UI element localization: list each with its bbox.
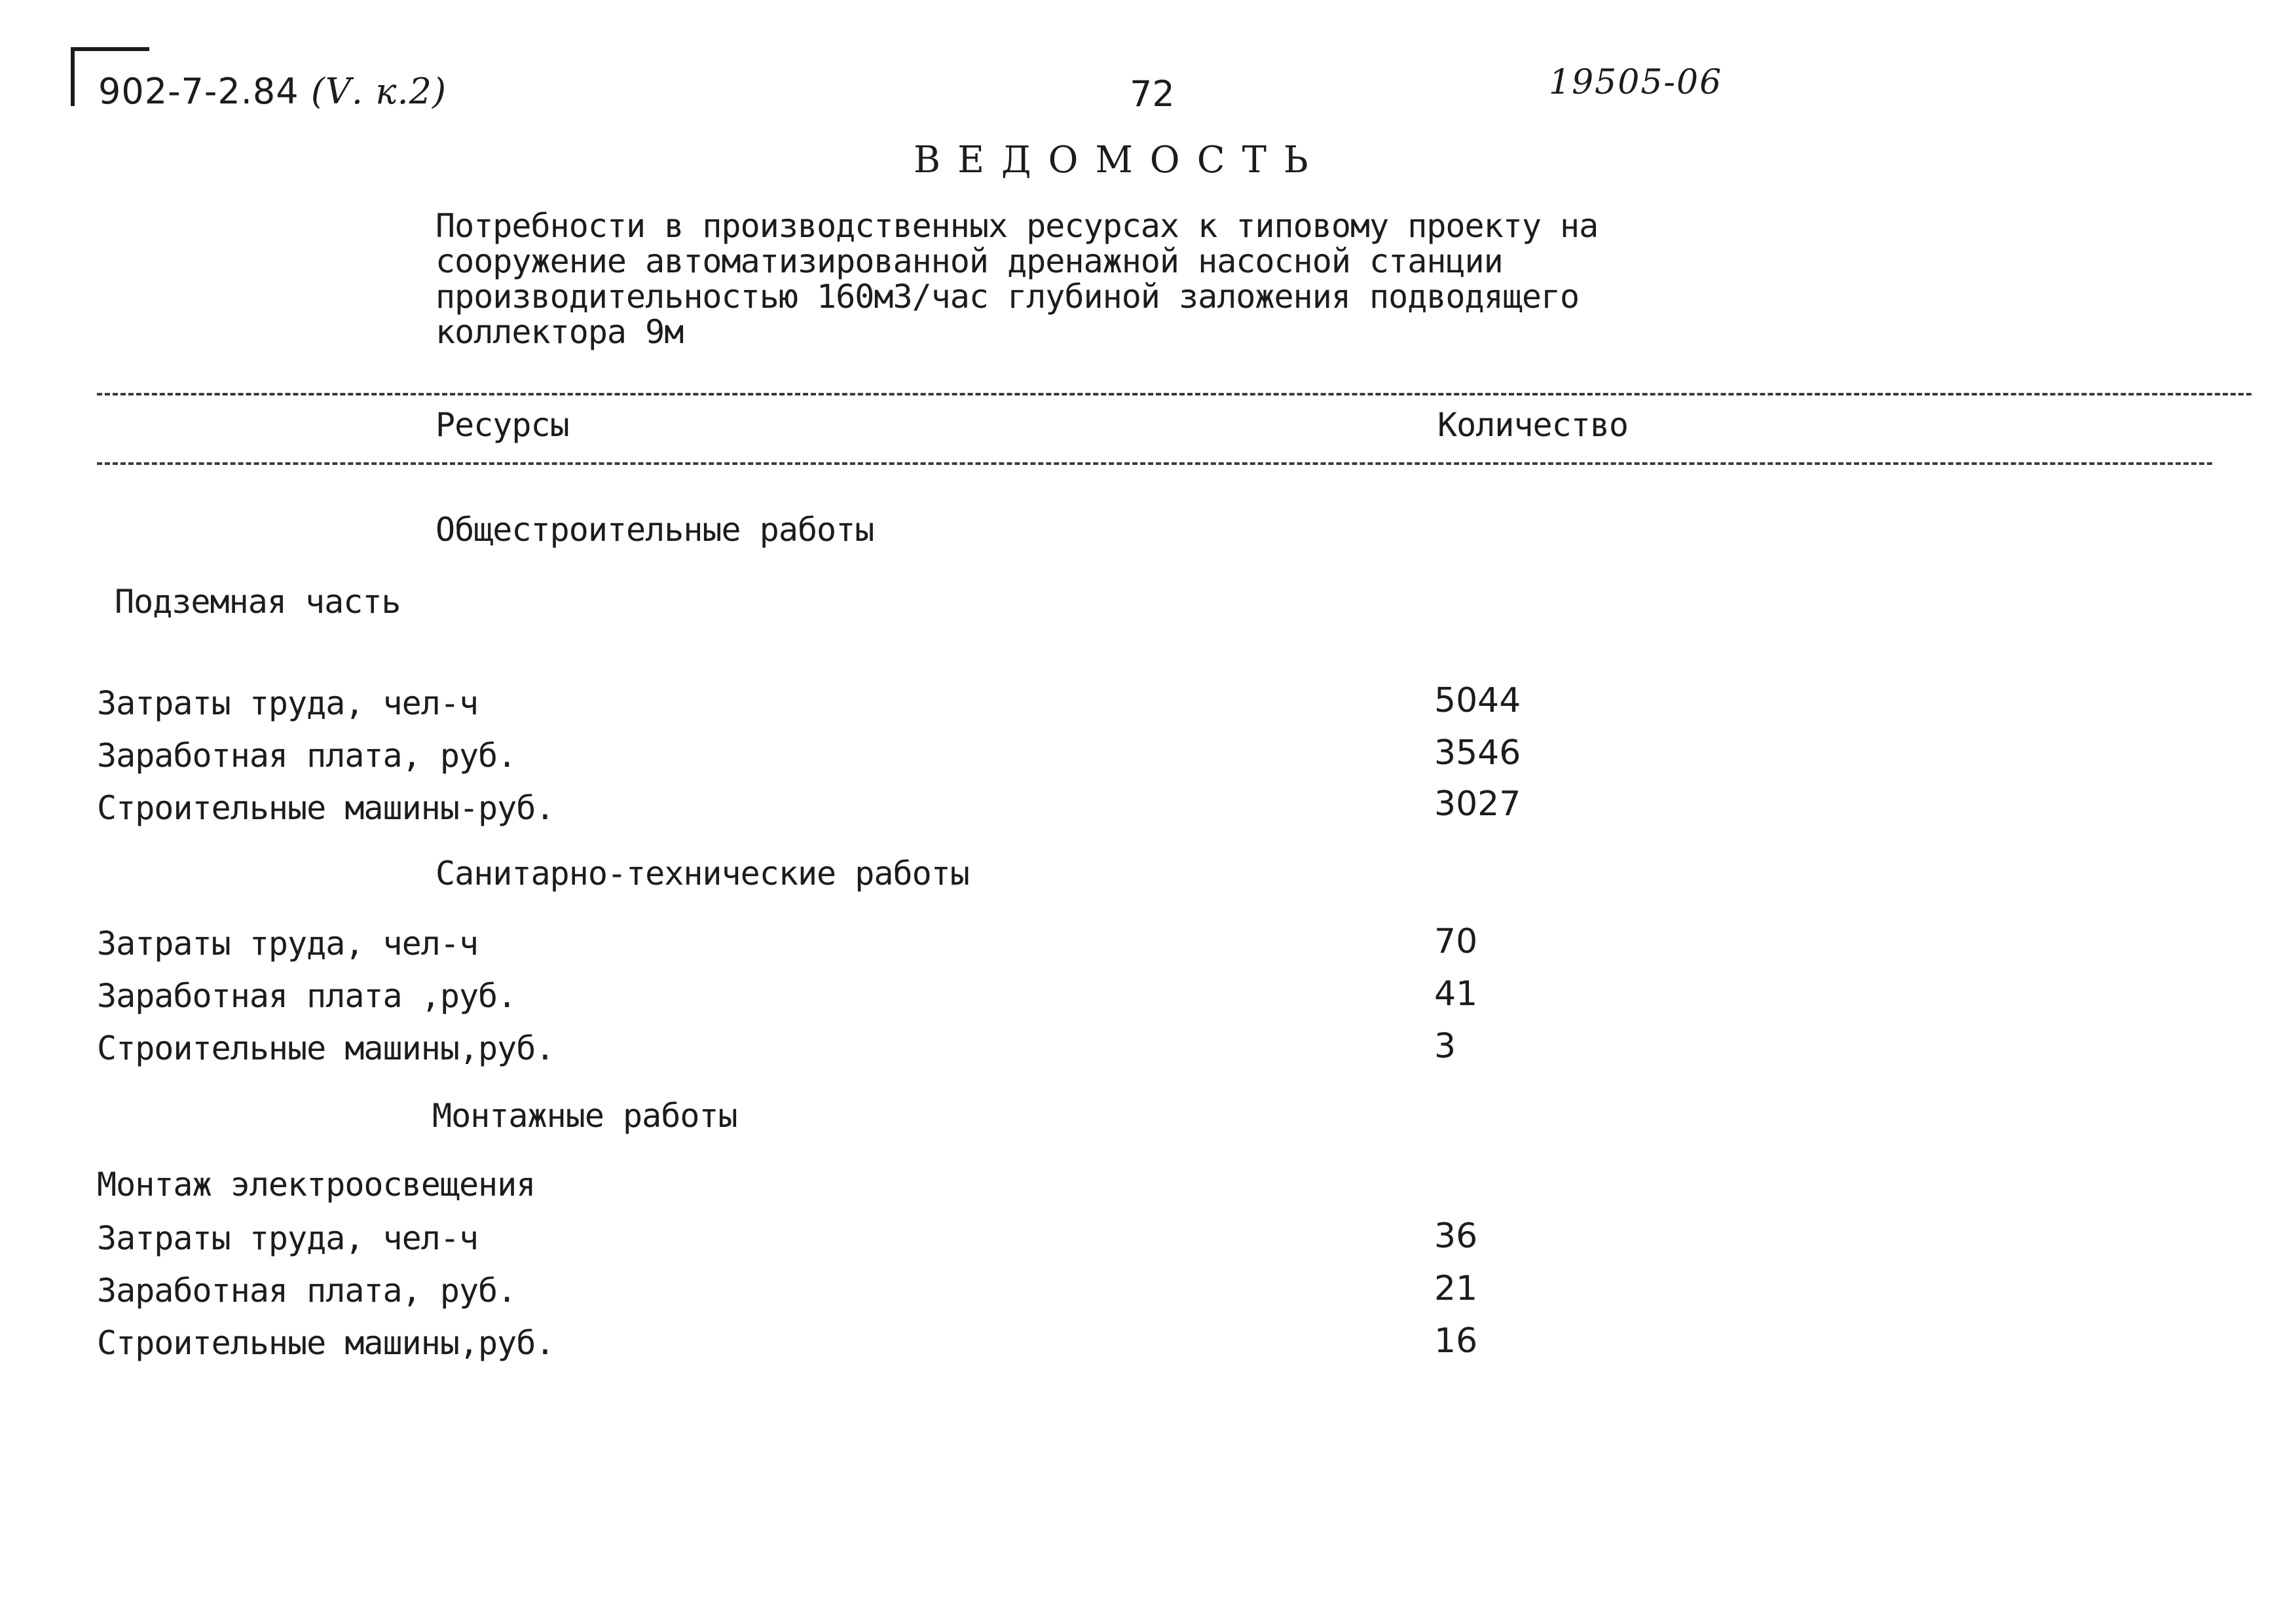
row-label: Затраты труда, чел-ч xyxy=(97,925,479,963)
document-code-number: 902-7-2.84 xyxy=(98,71,299,112)
column-header-quantity: Количество xyxy=(1437,406,1629,444)
subsection-heading-electric-lighting: Монтаж электроосвещения xyxy=(97,1166,536,1204)
column-header-resources: Ресурсы xyxy=(435,406,569,444)
document-title: ВЕДОМОСТЬ xyxy=(914,139,1325,181)
row-value: 21 xyxy=(1434,1269,1478,1308)
frame-corner-vertical xyxy=(71,47,75,106)
row-label: Затраты труда, чел-ч xyxy=(97,1219,479,1257)
subtitle-line: производительностью 160м3/час глубиной заложения подводящего xyxy=(435,278,1580,316)
dashed-separator-bottom xyxy=(97,462,2212,465)
row-value: 36 xyxy=(1434,1217,1478,1256)
dashed-separator-top xyxy=(97,393,2251,396)
section-heading-general-works: Общестроительные работы xyxy=(435,511,874,549)
section-heading-installation-works: Монтажные работы xyxy=(432,1097,737,1135)
section-heading-sanitary-works: Санитарно-технические работы xyxy=(435,855,969,893)
row-value: 3546 xyxy=(1434,733,1521,773)
subtitle-line: коллектора 9м xyxy=(435,313,684,351)
page-number: 72 xyxy=(1130,73,1175,115)
row-label: Затраты труда, чел-ч xyxy=(97,684,479,722)
row-value: 5044 xyxy=(1434,681,1521,720)
row-label: Строительные машины,руб. xyxy=(97,1324,555,1362)
subsection-heading-underground: Подземная часть xyxy=(115,583,401,621)
document-code-suffix: (Ⅴ. к.2) xyxy=(310,71,447,112)
row-label: Заработная плата, руб. xyxy=(97,1272,517,1310)
row-label: Строительные машины-руб. xyxy=(97,789,555,827)
row-value: 3027 xyxy=(1434,784,1521,824)
row-label: Строительные машины,руб. xyxy=(97,1029,555,1067)
archive-number: 19505-06 xyxy=(1549,63,1723,102)
subtitle-line: сооружение автоматизированной дренажной насосной станции xyxy=(435,242,1503,280)
row-value: 3 xyxy=(1434,1027,1456,1066)
frame-corner-horizontal xyxy=(71,47,149,51)
row-label: Заработная плата ,руб. xyxy=(97,977,517,1015)
row-label: Заработная плата, руб. xyxy=(97,737,517,775)
row-value: 41 xyxy=(1434,974,1478,1014)
document-code xyxy=(98,71,447,112)
row-value: 16 xyxy=(1434,1321,1478,1361)
subtitle-line: Потребности в производственных ресурсах к типовому проекту на xyxy=(435,207,1599,245)
row-value: 70 xyxy=(1434,922,1478,961)
document-subtitle xyxy=(435,208,1598,350)
